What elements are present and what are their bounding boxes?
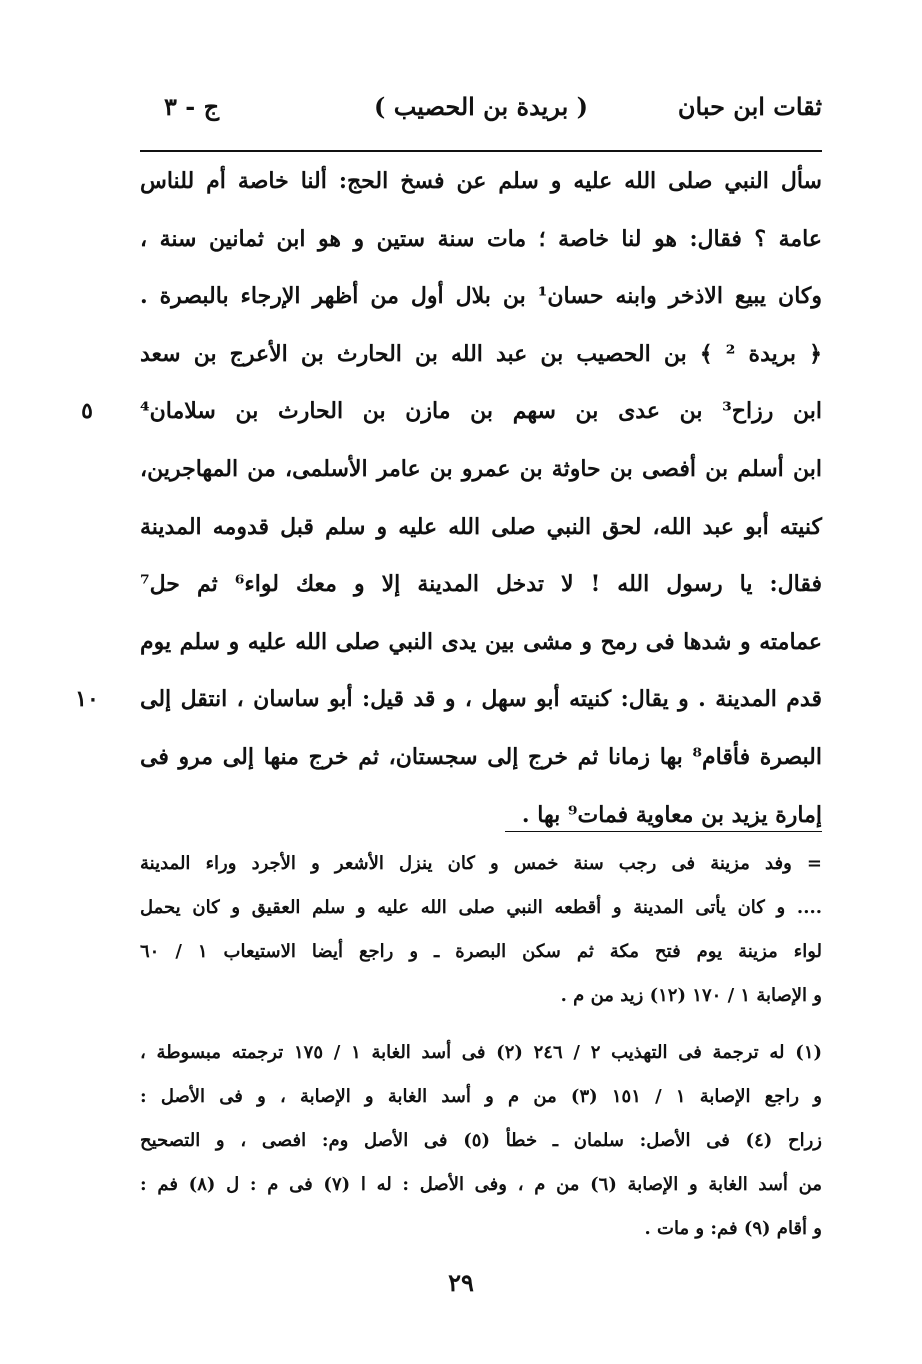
footnote-line: (١) له ترجمة فى التهذيب ٢ / ٢٤٦ (٢) فى أسد الغابة ١ / ١٧٥ ترجمته مبسوطة ، bbox=[140, 1042, 823, 1063]
text-line: ﴿ بريدة ² ﴾ بن الحصيب بن عبد الله بن الحارث بن الأعرج بن سعد bbox=[140, 340, 822, 367]
part-number: ج - ٣ bbox=[164, 92, 220, 121]
main-text bbox=[140, 153, 822, 844]
header-rule bbox=[140, 150, 822, 152]
page-number: ٢٩ bbox=[448, 1268, 474, 1297]
footnote-line: من أسد الغابة و الإصابة (٦) من م ، وفى الأصل : له ا (٧) فى م : ل (٨) فم : bbox=[140, 1174, 822, 1195]
text-line: قدم المدينة . و يقال: كنيته أبو سهل ، و قد قيل: أبو ساسان ، انتقل إلى bbox=[140, 686, 822, 713]
text-line: كنيته أبو عبد الله، لحق النبي صلى الله عليه و سلم قبل قدومه المدينة bbox=[140, 513, 822, 540]
text-line: ابن أسلم بن أفصى بن حاوثة بن عمرو بن عامر الأسلمى، من المهاجرين، bbox=[140, 455, 822, 482]
text-line: ابن رزاح³ بن عدى بن سهم بن مازن بن الحارث بن سلامان⁴ bbox=[140, 398, 822, 425]
line-number: ٥ bbox=[81, 398, 93, 424]
text-line: وكان يبيع الاذخر وابنه حسان¹ بن بلال أول من أظهر الإرجاء بالبصرة . bbox=[140, 283, 822, 310]
book-title: ثقات ابن حبان bbox=[677, 92, 822, 121]
footnote-line: زراح (٤) فى الأصل: سلمان ـ خطأ (٥) فى الأصل وم: افصى ، و التصحيح bbox=[140, 1130, 822, 1151]
footnote-line: و الإصابة ١ / ١٧٠ (١٢) زيد من م . bbox=[560, 985, 822, 1006]
text-line: فقال: يا رسول الله ! لا تدخل المدينة إلا و معك لواء⁶ ثم حل⁷ bbox=[140, 571, 823, 598]
footnote-line: = وفد مزينة فى رجب سنة خمس و كان ينزل الأشعر و الأجرد وراء المدينة bbox=[140, 853, 822, 874]
footnote-line: .... و كان يأتى المدينة و أقطعه النبي صلى الله عليه و سلم العقيق و كان يحمل bbox=[140, 897, 822, 918]
text-line: إمارة يزيد بن معاوية فمات⁹ بها . bbox=[521, 801, 822, 828]
continued-footnote bbox=[140, 842, 822, 1018]
section-title: ( بريدة بن الحصيب ) bbox=[374, 92, 588, 121]
running-header bbox=[140, 92, 822, 132]
text-line: عمامته و شدها فى رمح و مشى بين يدى النبي صلى الله عليه و سلم يوم bbox=[140, 628, 822, 655]
footnote-line: و أقام (٩) فم: و مات . bbox=[644, 1218, 822, 1239]
footnote-line: لواء مزينة يوم فتح مكة ثم سكن البصرة ـ و راجع أيضا الاستيعاب ١ / ٦٠ bbox=[140, 941, 822, 962]
footnotes bbox=[140, 1031, 822, 1251]
footnote-line: و راجع الإصابة ١ / ١٥١ (٣) من م و أسد الغابة و الإصابة ، و فى الأصل : bbox=[140, 1086, 822, 1107]
text-line: عامة ؟ فقال: هو لنا خاصة ؛ مات سنة ستين و هو ابن ثمانين سنة ، bbox=[140, 225, 822, 252]
line-number: ١٠ bbox=[75, 686, 99, 712]
text-line: البصرة فأقام⁸ بها زمانا ثم خرج إلى سجستان، ثم خرج منها إلى مرو فى bbox=[140, 743, 822, 770]
footnote-rule bbox=[505, 831, 822, 832]
text-line: سأل النبي صلى الله عليه و سلم عن فسخ الحج: ألنا خاصة أم للناس bbox=[140, 168, 822, 194]
